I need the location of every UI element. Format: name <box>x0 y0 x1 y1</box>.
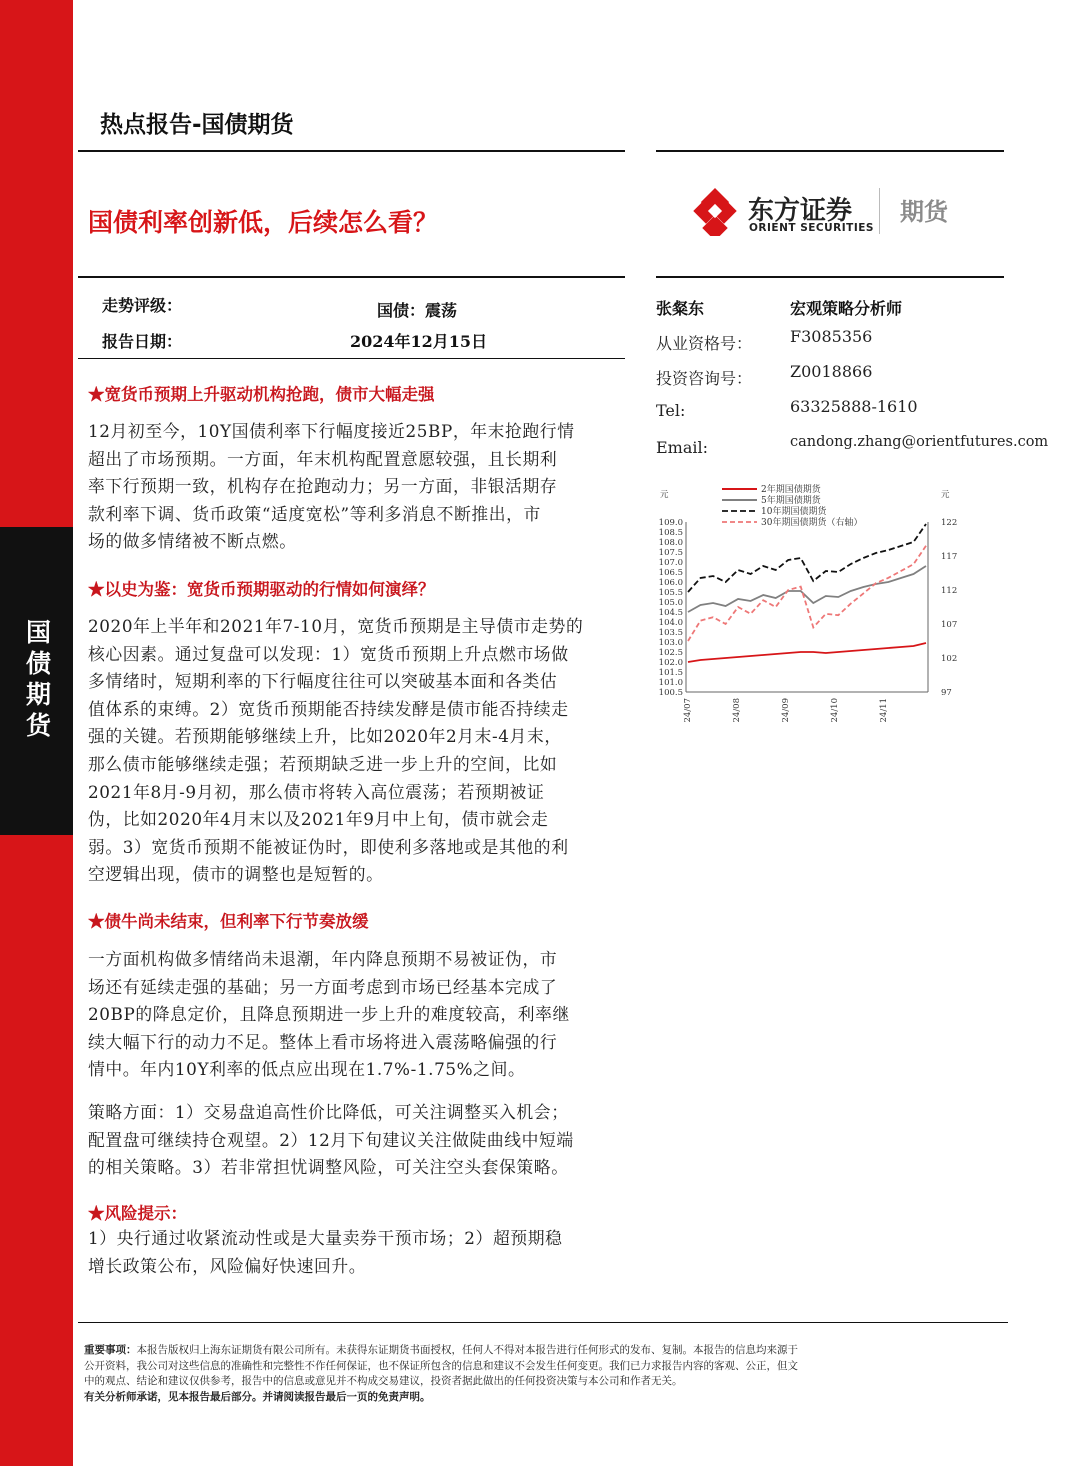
text-line: 增长政策公布，风险偏好快速回升。 <box>88 1255 367 1276</box>
left-tick-label: 106.0 <box>658 578 683 588</box>
text-line: 12月初至今，10Y国债利率下行幅度接近25BP，年末抢跑行情 <box>88 421 575 441</box>
text-line: 多情绪时，短期利率的下行幅度往往可以突破基本面和各类估 <box>88 671 558 692</box>
text-line: 2020年上半年和2021年7-10月，宽货币预期是主导债市走势的 <box>88 616 584 636</box>
left-tick-label: 105.5 <box>658 588 683 598</box>
x-tick-label: 24/09 <box>781 698 791 723</box>
legend-label: 2年期国债期货 <box>761 485 821 495</box>
divider <box>78 150 625 152</box>
divider <box>78 358 625 359</box>
text-line: 策略方面：1）交易盘追高性价比降低，可关注调整买入机会； <box>88 1102 569 1122</box>
email-value: candong.zhang@orientfutures.com <box>790 434 1049 450</box>
report-type: 热点报告-国债期货 <box>100 112 294 138</box>
x-tick-label: 24/10 <box>830 698 840 723</box>
disclaimer-line: 中的观点、结论和建议仅供参考，报告中的信息或意见并不构成交易建议，投资者据此做出的任何投资决策与本公司和作者无关。 <box>84 1375 683 1387</box>
text-line: 配置盘可继续持仓观望。2）12月下旬建议关注做陡曲线中短端 <box>88 1129 574 1150</box>
left-tick-label: 103.0 <box>658 638 683 648</box>
text-line: 伪，比如2020年4月末以及2021年9月中上旬，债市就会走 <box>88 809 549 830</box>
divider <box>78 276 625 278</box>
disclaimer-line: 本报告版权归上海东证期货有限公司所有。未获得东证期货书面授权，任何人不得对本报告进行任何形式的发布、复制。本报告的信息均来源于 <box>136 1344 798 1356</box>
sidebar-label-text: 国债期货 <box>22 619 52 743</box>
x-tick-label: 24/07 <box>683 698 693 723</box>
x-axis <box>683 698 889 723</box>
date-value: 2024年12月15日 <box>350 332 488 351</box>
cert-label: 从业资格号： <box>656 334 753 353</box>
section-body <box>88 1099 616 1182</box>
series-line <box>688 546 926 641</box>
text-line: 情中。年内10Y利率的低点应出现在1.7%-1.75%之间。 <box>88 1059 526 1080</box>
legend-label: 30年期国债期货（右轴） <box>761 518 863 528</box>
text-line: 场的做多情绪被不断点燃。 <box>88 531 297 552</box>
text-line: 那么债市能够继续走强；若预期缺乏进一步上升的空间，比如 <box>88 753 558 774</box>
text-line: 的相关策略。3）若非常担忧调整风险，可关注空头套保策略。 <box>88 1157 569 1178</box>
rating-label: 走势评级： <box>102 296 183 315</box>
divider <box>78 1322 1008 1323</box>
right-tick-label: 102 <box>941 654 958 664</box>
section-body <box>88 418 616 556</box>
right-tick-label: 117 <box>941 552 958 562</box>
text-line: 弱。3）宽货币预期不能被证伪时，即使利多落地或是其他的利 <box>88 836 569 857</box>
left-tick-label: 105.0 <box>658 598 683 608</box>
tel-value: 63325888-1610 <box>790 397 918 416</box>
left-tick-label: 104.0 <box>658 618 683 628</box>
divider <box>656 276 1004 278</box>
text-line: 核心因素。通过复盘可以发现：1）宽货币预期上升点燃市场做 <box>88 643 569 664</box>
right-tick-label: 97 <box>941 688 952 698</box>
left-axis <box>659 518 683 698</box>
cert-value: F3085356 <box>790 327 873 346</box>
logo-suffix: 期货 <box>900 198 948 226</box>
legend-label: 10年期国债期货 <box>761 507 827 517</box>
left-tick-label: 100.5 <box>658 688 683 698</box>
disclaimer <box>84 1343 1014 1405</box>
right-tick-label: 122 <box>941 518 958 528</box>
right-tick-label: 107 <box>941 620 958 630</box>
text-line: 续大幅下行的动力不足。整体上看市场将进入震荡略偏强的行 <box>88 1031 558 1052</box>
left-tick-label: 103.5 <box>658 628 683 638</box>
left-tick-label: 104.5 <box>658 608 683 618</box>
section-body <box>88 613 616 889</box>
text-line: 超出了市场预期。一方面，年末机构配置意愿较强，且长期利 <box>88 448 558 469</box>
page-title: 国债利率创新低，后续怎么看？ <box>88 208 439 237</box>
section-body <box>88 1225 616 1280</box>
section-heading: ★宽货币预期上升驱动机构抢跑，债市大幅走强 <box>88 385 435 404</box>
plot-area <box>686 522 928 692</box>
disclaimer-bold: 有关分析师承诺，见本报告最后部分。并请阅读报告最后一页的免责声明。 <box>84 1390 431 1403</box>
sidebar-label <box>0 527 73 835</box>
chart-legend <box>722 483 862 528</box>
divider <box>656 150 1004 152</box>
left-tick-label: 107.5 <box>658 548 683 558</box>
logo-en: ORIENT SECURITIES <box>749 222 874 234</box>
disclaimer-line: 公开资料，我公司对这些信息的准确性和完整性不作任何保证，也不保证所包含的信息和建议不会发生任何变更。我们已力求报告内容的客观、公正，但文 <box>84 1359 798 1372</box>
email-label: Email: <box>656 438 709 457</box>
text-line: 值体系的束缚。2）宽货币预期能否持续发酵是债市能否持续走 <box>88 698 569 719</box>
right-axis <box>941 518 957 698</box>
date-label: 报告日期： <box>102 332 183 351</box>
rating-value: 国债：震荡 <box>377 301 458 320</box>
left-tick-label: 101.5 <box>658 668 683 678</box>
left-tick-label: 102.0 <box>658 658 683 668</box>
text-line: 空逻辑出现，债市的调整也是短暂的。 <box>88 864 384 885</box>
section-heading: ★以史为鉴：宽货币预期驱动的行情如何演绎？ <box>88 580 435 599</box>
analyst-role: 宏观策略分析师 <box>790 299 903 318</box>
left-tick-label: 102.5 <box>658 648 683 658</box>
left-tick-label: 109.0 <box>658 518 683 528</box>
left-tick-label: 106.5 <box>658 568 683 578</box>
section-heading: ★风险提示： <box>88 1204 187 1223</box>
x-tick-label: 24/08 <box>732 698 742 723</box>
text-line: 款利率下调、货币政策“适度宽松”等利多消息不断推出，市 <box>88 503 541 524</box>
text-line: 20BP的降息定价，且降息预期进一步上升的难度较高，利率继 <box>88 1004 570 1025</box>
text-line: 2021年8月-9月初，那么债市将转入高位震荡；若预期被证 <box>88 781 545 802</box>
left-tick-label: 107.0 <box>658 558 683 568</box>
legend-label: 5年期国债期货 <box>761 496 821 506</box>
text-line: 率下行预期一致，机构存在抢跑动力；另一方面，非银活期存 <box>88 476 558 497</box>
left-axis-unit: 元 <box>660 490 669 500</box>
bond-futures-chart <box>640 480 980 740</box>
section-body <box>88 946 616 1084</box>
right-axis-unit: 元 <box>941 490 950 500</box>
text-line: 一方面机构做多情绪尚未退潮，年内降息预期不易被证伪，市 <box>88 949 558 969</box>
orient-logo-icon <box>690 186 740 236</box>
left-tick-label: 108.0 <box>658 538 683 548</box>
left-tick-label: 108.5 <box>658 528 683 538</box>
section-heading: ★债牛尚未结束，但利率下行节奏放缓 <box>88 912 369 931</box>
disclaimer-bold: 重要事项： <box>84 1344 137 1356</box>
left-tick-label: 101.0 <box>658 678 683 688</box>
text-line: 场还有延续走强的基础；另一方面考虑到市场已经基本完成了 <box>88 976 558 997</box>
logo-cn: 东方证券 <box>748 196 853 226</box>
series-line <box>688 643 926 662</box>
tel-label: Tel: <box>656 401 686 420</box>
consult-value: Z0018866 <box>790 362 873 381</box>
x-tick-label: 24/11 <box>879 698 889 723</box>
text-line: 强的关键。若预期能够继续上升，比如2020年2月末-4月末， <box>88 726 562 747</box>
text-line: 1）央行通过收紧流动性或是大量卖券干预市场；2）超预期稳 <box>88 1228 563 1248</box>
consult-label: 投资咨询号： <box>656 369 753 388</box>
logo-divider <box>879 188 880 234</box>
analyst-name: 张粲东 <box>656 299 705 318</box>
right-tick-label: 112 <box>941 586 958 596</box>
